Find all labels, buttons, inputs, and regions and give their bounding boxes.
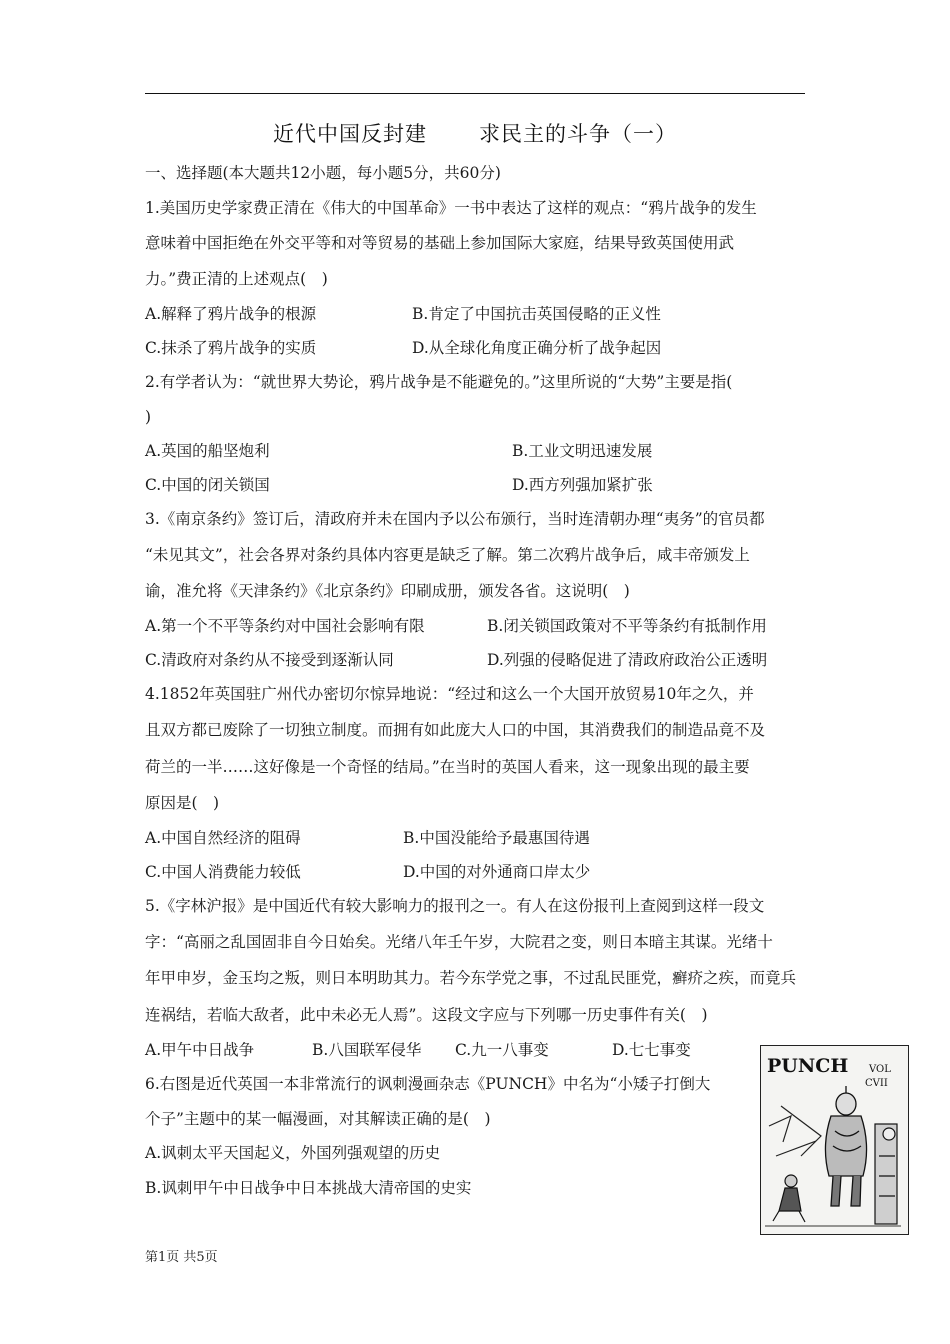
question-text-line: 连祸结，若临大敌者，此中未必无人焉”。这段文字应与下列哪一历史事件有关( ) xyxy=(145,1006,708,1024)
question-text-line: 字：“高丽之乱国固非自今日始矣。光绪八年壬午岁，大院君之变，则日本暗主其谋。光绪十 xyxy=(145,933,773,951)
page-title xyxy=(0,118,950,148)
option-c[interactable]: C.中国人消费能力较低 xyxy=(145,863,301,881)
option-a[interactable]: A.甲午中日战争 xyxy=(145,1041,255,1059)
question-text-line: 年甲申岁，金玉均之叛，则日本明助其力。若今东学党之事，不过乱民匪党，癣疥之疾，而竟兵 xyxy=(145,969,797,987)
page-footer: 第1页 共5页 xyxy=(145,1250,218,1265)
option-d[interactable]: D.西方列强加紧扩张 xyxy=(512,476,653,494)
option-b[interactable]: B.闭关锁国政策对不平等条约有抵制作用 xyxy=(487,617,767,635)
option-c[interactable]: C.清政府对条约从不接受到逐渐认同 xyxy=(145,651,394,669)
question-text-line: 意味着中国拒绝在外交平等和对等贸易的基础上参加国际大家庭，结果导致英国使用武 xyxy=(145,234,735,252)
option-d[interactable]: D.列强的侵略促进了清政府政治公正透明 xyxy=(487,651,768,669)
option-d[interactable]: D.七七事变 xyxy=(612,1041,691,1059)
question-text-line: ) xyxy=(145,408,152,426)
cartoon-volume-number: CVII xyxy=(865,1078,888,1089)
question-text-line: 5.《字林沪报》是中国近代有较大影响力的报刊之一。有人在这份报刊上查阅到这样一段文 xyxy=(145,897,765,915)
option-c[interactable]: C.九一八事变 xyxy=(455,1041,549,1059)
question-text-line: “未见其文”，社会各界对条约具体内容更是缺乏了解。第二次鸦片战争后，咸丰帝颁发上 xyxy=(145,546,750,564)
option-a[interactable]: A.讽刺太平天国起义，外国列强观望的历史 xyxy=(145,1144,441,1162)
question-text-line: 1.美国历史学家费正清在《伟大的中国革命》一书中表达了这样的观点：“鸦片战争的发生 xyxy=(145,199,757,217)
option-a[interactable]: A.第一个不平等条约对中国社会影响有限 xyxy=(145,617,425,635)
option-b[interactable]: B.中国没能给予最惠国待遇 xyxy=(403,829,590,847)
option-a[interactable]: A.中国自然经济的阻碍 xyxy=(145,829,301,847)
option-c[interactable]: C.抹杀了鸦片战争的实质 xyxy=(145,339,317,357)
title-part-2: 求民主的斗争（一） xyxy=(479,122,677,146)
option-b[interactable]: B.工业文明迅速发展 xyxy=(512,442,653,460)
option-a[interactable]: A.解释了鸦片战争的根源 xyxy=(145,305,317,323)
option-b[interactable]: B.讽刺甲午中日战争中日本挑战大清帝国的史实 xyxy=(145,1179,472,1197)
header-rule xyxy=(145,93,805,94)
option-b[interactable]: B.八国联军侵华 xyxy=(312,1041,422,1059)
option-b[interactable]: B.肯定了中国抗击英国侵略的正义性 xyxy=(412,305,661,323)
question-text-line: 3.《南京条约》签订后，清政府并未在国内予以公布颁行，当时连清朝办理“夷务”的官员都 xyxy=(145,510,765,528)
option-c[interactable]: C.中国的闭关锁国 xyxy=(145,476,270,494)
question-text-line: 荷兰的一半……这好像是一个奇怪的结局。”在当时的英国人看来，这一现象出现的最主要 xyxy=(145,758,750,776)
section-heading: 一、选择题(本大题共12小题，每小题5分，共60分) xyxy=(145,164,501,182)
question-text-line: 且双方都已废除了一切独立制度。而拥有如此庞大人口的中国，其消费我们的制造品竟不及 xyxy=(145,721,766,739)
question-text-line: 个子”主题中的某一幅漫画，对其解读正确的是( ) xyxy=(145,1110,491,1128)
option-a[interactable]: A.英国的船坚炮利 xyxy=(145,442,270,460)
option-d[interactable]: D.中国的对外通商口岸太少 xyxy=(403,863,591,881)
question-text-line: 6.右图是近代英国一本非常流行的讽刺漫画杂志《PUNCH》中名为“小矮子打倒大 xyxy=(145,1075,711,1093)
question-text-line: 2.有学者认为：“就世界大势论，鸦片战争是不能避免的。”这里所说的“大势”主要是指( xyxy=(145,373,733,391)
cartoon-vol: VOL xyxy=(869,1064,891,1075)
punch-cartoon-image xyxy=(760,1045,909,1235)
title-part-1: 近代中国反封建 xyxy=(273,122,427,146)
question-text-line: 力。”费正清的上述观点( ) xyxy=(145,270,328,288)
question-text-line: 原因是( ) xyxy=(145,794,220,812)
cartoon-masthead: PUNCH xyxy=(767,1055,849,1077)
question-text-line: 4.1852年英国驻广州代办密切尔惊异地说：“经过和这么一个大国开放贸易10年之久，并 xyxy=(145,685,754,703)
question-text-line: 谕，准允将《天津条约》《北京条约》印刷成册，颁发各省。这说明( ) xyxy=(145,582,630,600)
option-d[interactable]: D.从全球化角度正确分析了战争起因 xyxy=(412,339,662,357)
